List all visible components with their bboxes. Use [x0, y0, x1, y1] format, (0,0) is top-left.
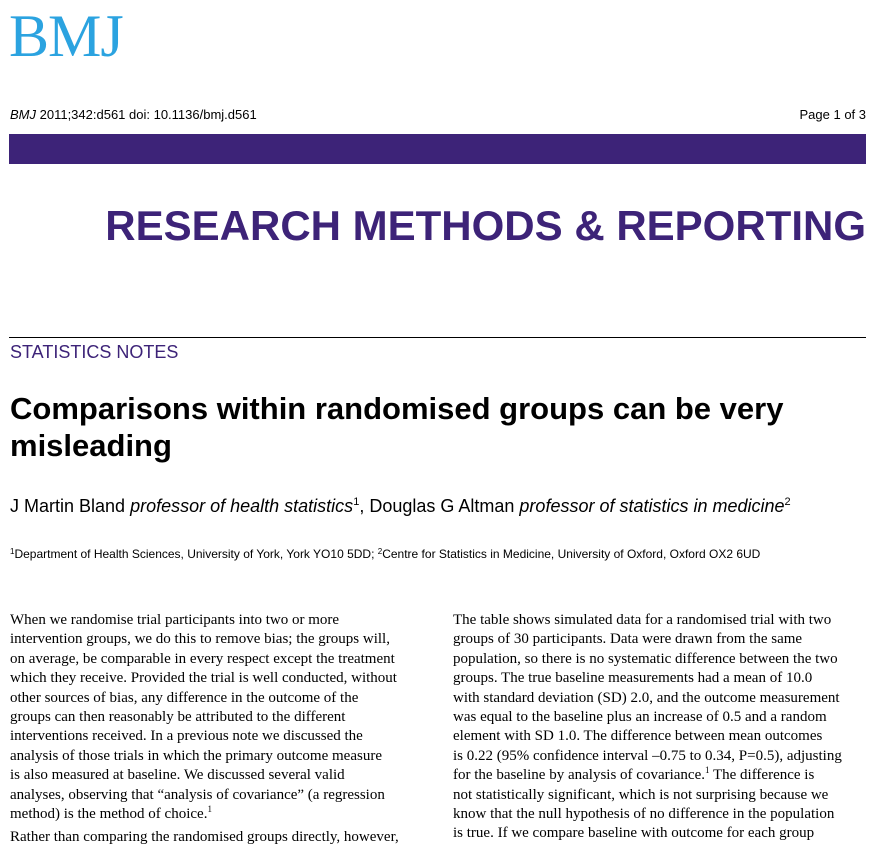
text-line: with standard deviation (SD) 2.0, and the outcome measurement: [453, 689, 840, 706]
author-role: professor of health statistics: [130, 496, 354, 516]
header-bar: [9, 134, 866, 164]
text-line: which they receive. Provided the trial is well conducted, without: [10, 670, 397, 687]
author-name: Douglas G Altman: [369, 496, 515, 516]
text-line: analyses, observing that “analysis of covariance” (a regression: [10, 786, 385, 803]
affil-1: Department of Health Sciences, University of York, York YO10 5DD;: [14, 547, 378, 561]
affiliations: [10, 547, 760, 561]
text-line: other sources of bias, any difference in the outcome of the: [10, 689, 359, 706]
text-line: groups can then reasonably be attributed to the different: [10, 709, 346, 726]
journal-name: BMJ: [10, 107, 36, 122]
affil-marker-1: 1: [10, 547, 15, 556]
section-title: RESEARCH METHODS & REPORTING: [105, 202, 866, 249]
author-affil-marker: 2: [784, 496, 791, 508]
affil-marker-2: 2: [377, 547, 383, 556]
page-number: Page 1 of 3: [799, 107, 866, 122]
reference-marker: 1: [207, 804, 212, 815]
text-line: When we randomise trial participants into two or more: [10, 612, 340, 628]
text-line: know that the null hypothesis of no difference in the population: [453, 806, 835, 823]
author-role: professor of statistics in medicine: [519, 496, 785, 516]
body-column-right: [453, 611, 867, 848]
text-line: groups. The true baseline measurements had a mean of 10.0: [453, 670, 813, 687]
text-line: intervention groups, we do this to remove bias; the groups will,: [10, 631, 390, 648]
paragraph: [453, 611, 867, 844]
text-segment: The difference is: [709, 767, 815, 784]
kicker: STATISTICS NOTES: [10, 342, 179, 362]
text-line: Rather than comparing the randomised groups directly, however,: [10, 829, 399, 846]
text-line: is true. If we compare baseline with outcome for each group: [453, 825, 815, 842]
authors: [10, 496, 791, 517]
text-line: The table shows simulated data for a randomised trial with two: [453, 612, 832, 628]
author-affil-marker: 1: [353, 496, 360, 508]
text-line: interventions received. In a previous note we discussed the: [10, 728, 363, 745]
reference-marker: 1: [704, 765, 710, 776]
text-line: is 0.22 (95% confidence interval –0.75 to 0.34, P=0.5), adjusting: [453, 747, 842, 764]
divider: [9, 337, 866, 338]
text-line: method) is the method of choice.: [10, 806, 208, 823]
citation: [10, 107, 257, 122]
text-line: on average, be comparable in every respect except the treatment: [10, 650, 395, 667]
text-line: [453, 766, 867, 785]
author-name: J Martin Bland: [10, 496, 126, 516]
paragraph: [10, 611, 430, 824]
text-line: groups of 30 participants. Data were drawn from the same: [453, 631, 803, 648]
citation-details: 2011;342:d561 doi: 10.1136/bmj.d561: [36, 107, 257, 122]
article-title: Comparisons within randomised groups can be very misleading: [10, 391, 784, 463]
text-line: is also measured at baseline. We discussed several valid: [10, 767, 345, 784]
text-line: element with SD 1.0. The difference between mean outcomes: [453, 728, 823, 745]
text-line: analysis of those trials in which the primary outcome measure: [10, 747, 382, 764]
body-column-left: [10, 611, 430, 852]
text-line: population, so there is no systematic difference between the two: [453, 650, 838, 667]
text-segment: for the baseline by analysis of covariance.: [453, 767, 705, 784]
bmj-logo: BMJ: [9, 3, 123, 69]
author-separator: ,: [359, 496, 370, 516]
text-line: not statistically significant, which is not surprising because we: [453, 786, 829, 803]
text-line: was equal to the baseline plus an increase of 0.5 and a random: [453, 709, 827, 726]
affil-2: Centre for Statistics in Medicine, University of Oxford, Oxford OX2 6UD: [382, 547, 761, 561]
